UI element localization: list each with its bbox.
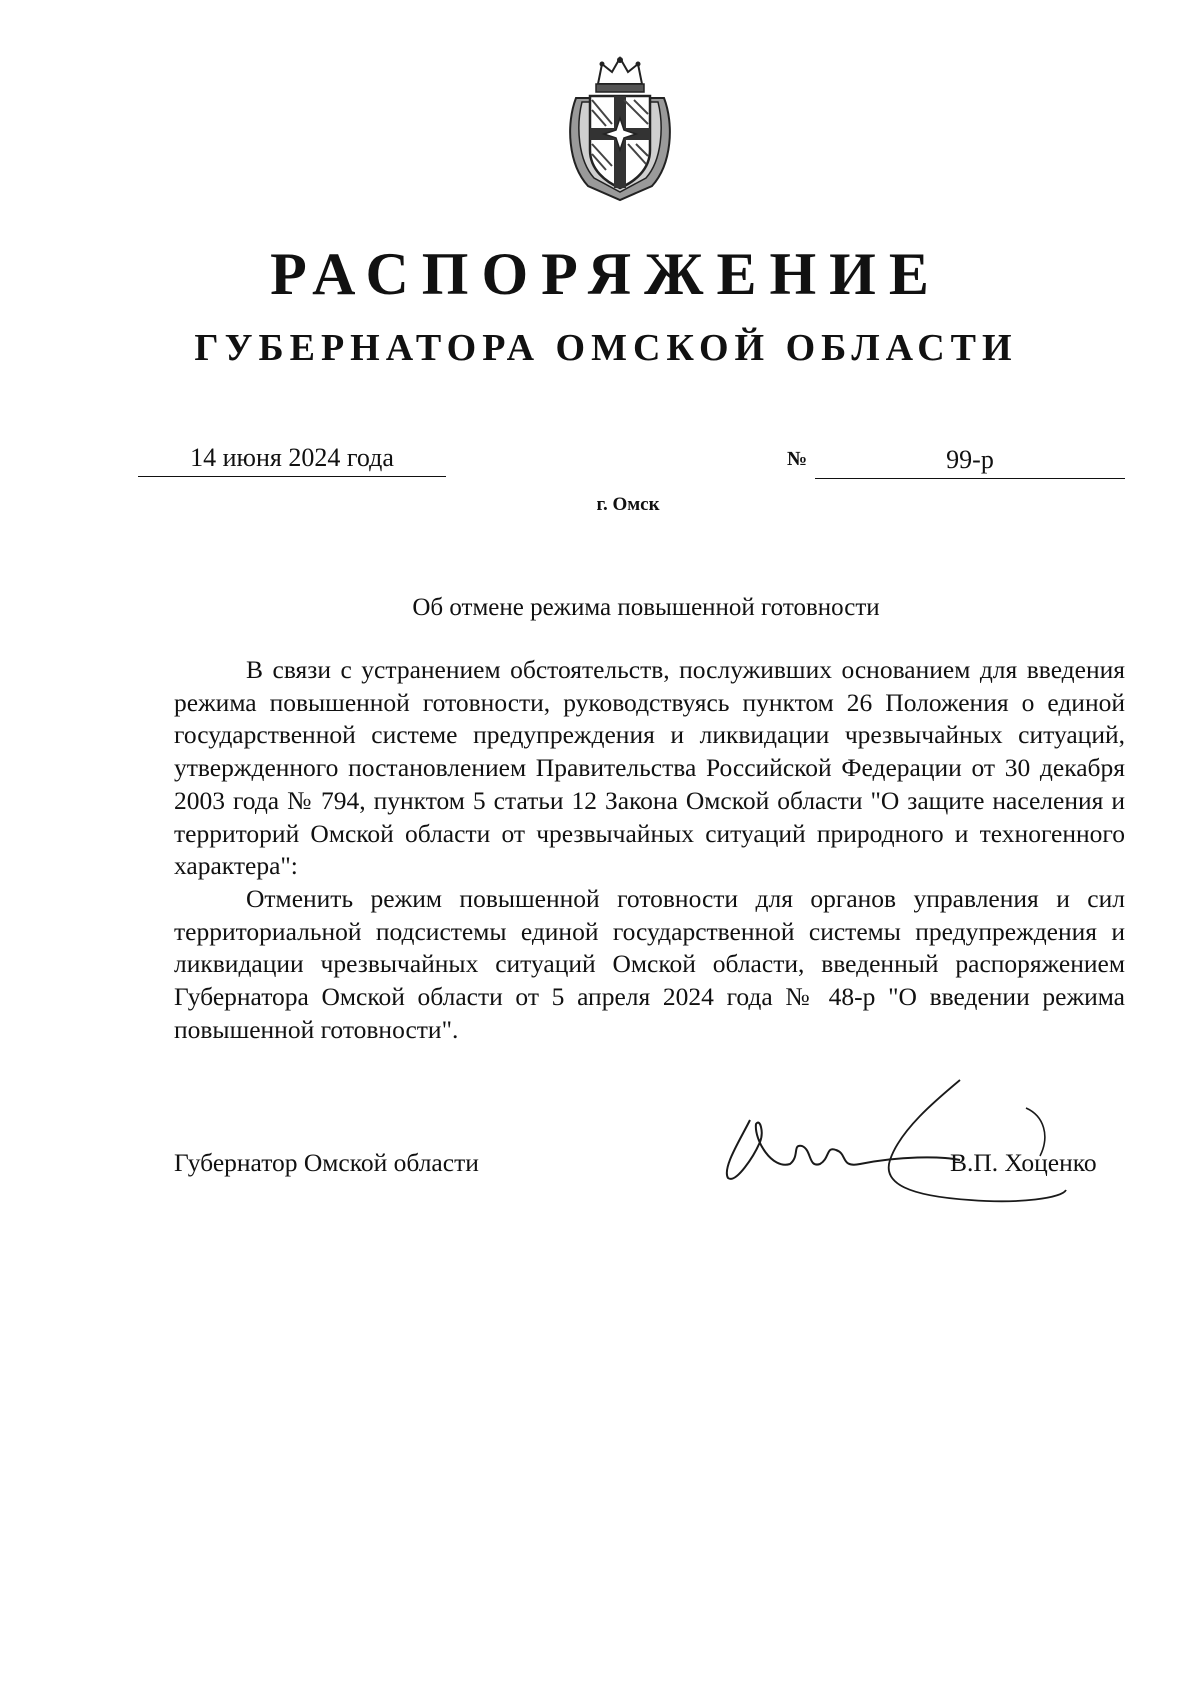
- document-number: 99-р: [815, 442, 1125, 479]
- coat-of-arms-icon: [562, 54, 678, 204]
- document-number-field: [787, 442, 1127, 478]
- document-title: РАСПОРЯЖЕНИЕ: [270, 241, 942, 307]
- signatory-role: Губернатор Омской области: [174, 1148, 479, 1177]
- body-paragraph: В связи с устранением обстоятельств, послуживших основанием для введения режима повышенной готовности, руководствуясь пунктом 26 Положения о единой государственной системе предупреждения и ликвидации чрезвычайных ситуаций, утвержденного постановлением Правительства Российской Федерации от 30 декабря 2003 года № 794, пунктом 5 статьи 12 Закона Омской области "О защите населения и территорий Омской области от чрезвычайных ситуаций природного и техногенного характера":: [174, 655, 1125, 881]
- document-subject: Об отмене режима повышенной готовности: [412, 594, 880, 621]
- signatory-name: В.П. Хоценко: [950, 1148, 1097, 1177]
- document-date: 14 июня 2024 года: [138, 440, 446, 477]
- document-city: г. Омск: [596, 494, 660, 515]
- document-subtitle: ГУБЕРНАТОРА ОМСКОЙ ОБЛАСТИ: [194, 327, 1018, 369]
- body-paragraph: Отменить режим повышенной готовности для органов управления и сил территориальной подсистемы единой государственной системы предупреждения и ликвидации чрезвычайных ситуаций Омской области, введенный распоряжением Губернатора Омской области от 5 апреля 2024 года № 48-р "О введении режима повышенной готовности".: [174, 883, 1125, 1044]
- signature-icon: [710, 1060, 1090, 1210]
- document-body: [174, 654, 1125, 1046]
- number-sign: №: [787, 448, 808, 470]
